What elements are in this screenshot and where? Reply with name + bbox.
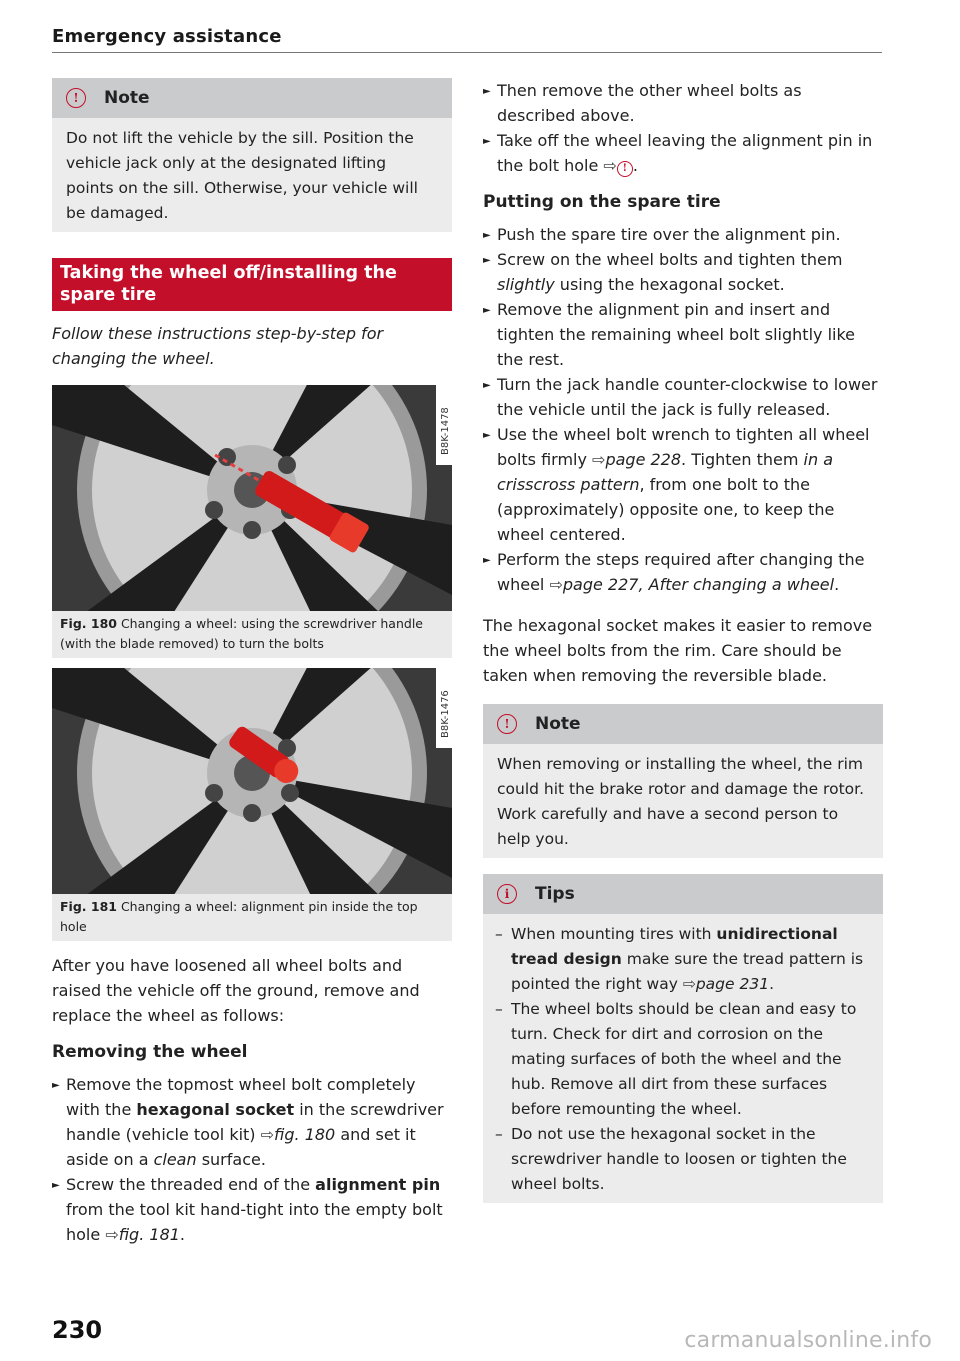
removing-steps-continued bbox=[483, 78, 883, 178]
tips-list bbox=[497, 922, 869, 1197]
arrow-icon: ⇨ bbox=[549, 575, 563, 594]
note-box-right bbox=[483, 704, 883, 858]
wheel-illustration-alignment-pin bbox=[52, 668, 452, 894]
figure-caption-180 bbox=[52, 611, 452, 658]
list-item: ► Take off the wheel leaving the alignment pin in the bolt hole ⇨ ! . bbox=[483, 128, 883, 178]
list-item: ► Remove the topmost wheel bolt completely with the hexagonal socket in the screwdriver handle (vehicle tool kit) ⇨fig. 180 and set it aside on a clean surface. bbox=[52, 1072, 452, 1172]
figure-number-180: Fig. 180 bbox=[60, 616, 117, 631]
spare-tire-steps-list bbox=[483, 222, 883, 597]
removing-steps-list bbox=[52, 1072, 452, 1247]
right-column bbox=[483, 78, 883, 1219]
list-item: – Do not use the hexagonal socket in the screwdriver handle to loosen or tighten the wheel bolts. bbox=[497, 1122, 869, 1197]
page-227-link[interactable]: page 227, After changing a wheel bbox=[562, 575, 835, 594]
page-header: Emergency assistance bbox=[52, 26, 282, 47]
note-box bbox=[52, 78, 452, 232]
section-title: Taking the wheel off/installing the spare tire bbox=[52, 258, 452, 311]
list-item: ► Screw the threaded end of the alignment pin from the tool kit hand-tight into the empty bolt hole ⇨fig. 181. bbox=[52, 1172, 452, 1247]
left-column bbox=[52, 78, 452, 1247]
tips-title: Tips bbox=[535, 884, 575, 904]
list-item: ► Use the wheel bolt wrench to tighten all wheel bolts firmly ⇨page 228. Tighten them in a crisscross pattern, from one bolt to the (approximately) opposite one, to keep the wheel centered. bbox=[483, 422, 883, 547]
figure-caption-text-180: Changing a wheel: using the screwdriver handle (with the blade removed) to turn the bolts bbox=[60, 616, 423, 651]
figure-code-181: B8K-1476 bbox=[440, 690, 451, 738]
note-text: When removing or installing the wheel, the rim could hit the brake rotor and damage the rotor. Work carefully and have a second person to help you. bbox=[497, 755, 865, 848]
warning-icon: ! bbox=[66, 88, 86, 108]
watermark: carmanualsonline.info bbox=[684, 1328, 932, 1353]
page-number: 230 bbox=[52, 1316, 103, 1344]
note-header bbox=[52, 78, 452, 118]
removal-intro-paragraph: After you have loosened all wheel bolts and raised the vehicle off the ground, remove and replace the wheel as follows: bbox=[52, 956, 420, 1025]
arrow-icon: ⇨ bbox=[260, 1125, 275, 1144]
list-item: ► Perform the steps required after changing the wheel ⇨page 227, After changing a wheel. bbox=[483, 547, 883, 597]
warning-icon: ! bbox=[497, 714, 517, 734]
info-icon: i bbox=[497, 884, 517, 904]
figure-caption-181 bbox=[52, 894, 452, 941]
figure-code-180: B8K-1478 bbox=[440, 407, 451, 455]
tips-box bbox=[483, 874, 883, 1203]
page-231-link[interactable]: page 231 bbox=[695, 975, 770, 993]
figure-181 bbox=[52, 668, 452, 941]
list-item: – When mounting tires with unidirectional tread design make sure the tread pattern is pointed the right way ⇨page 231. bbox=[497, 922, 869, 997]
arrow-icon: ⇨ bbox=[592, 450, 606, 469]
arrow-icon: ⇨ bbox=[105, 1225, 119, 1244]
removing-wheel-heading: Removing the wheel bbox=[52, 1042, 248, 1062]
spare-tire-heading: Putting on the spare tire bbox=[483, 192, 721, 212]
note-title: Note bbox=[535, 714, 581, 734]
list-item: ► Turn the jack handle counter-clockwise to lower the vehicle until the jack is fully released. bbox=[483, 372, 883, 422]
note-text: Do not lift the vehicle by the sill. Position the vehicle jack only at the designated lifting points on the sill. Otherwise, your vehicle will be damaged. bbox=[66, 129, 418, 222]
list-item: – The wheel bolts should be clean and easy to turn. Check for dirt and corrosion on the mating surfaces of both the wheel and the hub. Remove all dirt from these surfaces before remounting the wheel. bbox=[497, 997, 869, 1122]
figure-180 bbox=[52, 385, 452, 658]
fig-181-link[interactable]: fig. 181 bbox=[118, 1225, 180, 1244]
arrow-icon: ⇨ bbox=[682, 975, 696, 993]
list-item: ► Screw on the wheel bolts and tighten them slightly using the hexagonal socket. bbox=[483, 247, 883, 297]
section-intro: Follow these instructions step-by-step for changing the wheel. bbox=[52, 324, 384, 368]
figure-number-181: Fig. 181 bbox=[60, 899, 117, 914]
list-item: ► Then remove the other wheel bolts as described above. bbox=[483, 78, 883, 128]
tips-header bbox=[483, 874, 883, 914]
figure-caption-text-181: Changing a wheel: alignment pin inside the top hole bbox=[60, 899, 418, 934]
wheel-illustration-screwdriver bbox=[52, 385, 452, 611]
warning-icon[interactable]: ! bbox=[617, 161, 633, 177]
note-title: Note bbox=[104, 88, 150, 108]
header-divider bbox=[52, 52, 882, 53]
note-header bbox=[483, 704, 883, 744]
page-228-link[interactable]: page 228 bbox=[605, 450, 682, 469]
fig-180-link[interactable]: fig. 180 bbox=[274, 1125, 336, 1144]
list-item: ► Remove the alignment pin and insert and tighten the remaining wheel bolt slightly like the rest. bbox=[483, 297, 883, 372]
hexagonal-socket-paragraph: The hexagonal socket makes it easier to remove the wheel bolts from the rim. Care should be taken when removing the reversible blade. bbox=[483, 616, 873, 685]
list-item: ► Push the spare tire over the alignment pin. bbox=[483, 222, 883, 247]
arrow-icon: ⇨ bbox=[603, 156, 617, 175]
